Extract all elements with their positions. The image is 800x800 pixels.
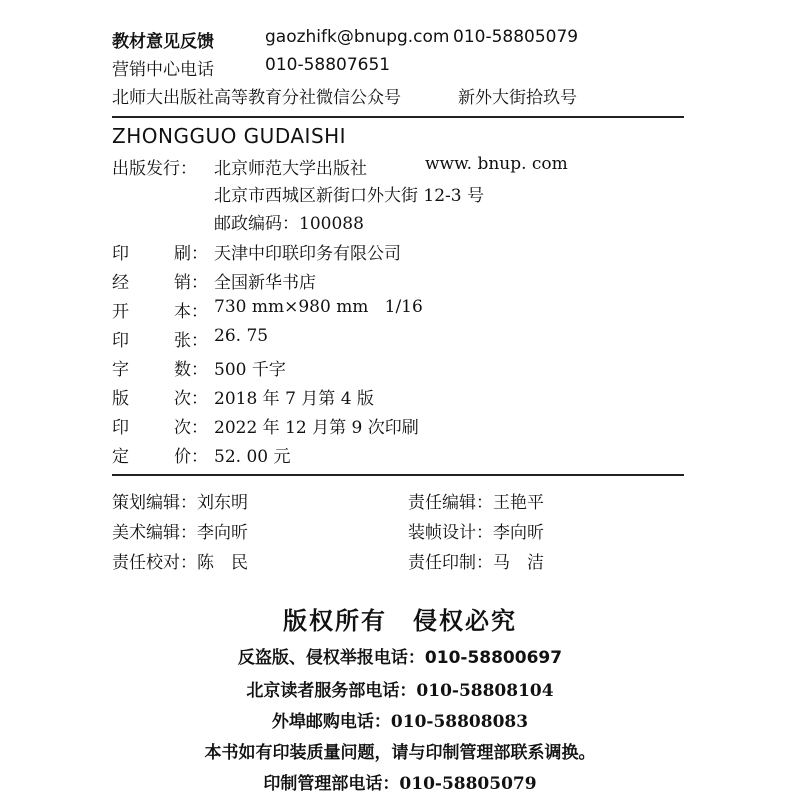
spec-value-wordcount: 500 千字 <box>214 360 286 380</box>
spec-value-sheets: 26. 75 <box>214 326 269 346</box>
staff-art-editor: 美术编辑：李向昕 <box>112 523 248 543</box>
feedback-email: gaozhifk@bnupg.com <box>265 27 450 47</box>
staff-responsible-editor: 责任编辑：王艳平 <box>408 493 544 513</box>
spec-value-printer: 天津中印联印务有限公司 <box>214 244 401 264</box>
publisher-name: 北京师范大学出版社 <box>214 159 367 179</box>
copyright-title: 版权所有 侵权必究 <box>283 607 517 635</box>
publisher-label: 出版发行： <box>112 159 197 179</box>
anti-piracy-phone: 反盗版、侵权举报电话：010-58800697 <box>237 648 563 668</box>
marketing-phone: 010-58807651 <box>265 55 391 75</box>
pinyin-title: ZHONGGUO GUDAISHI <box>112 124 347 148</box>
marketing-label: 营销中心电话 <box>112 60 214 80</box>
publisher-postcode: 邮政编码：100088 <box>214 214 364 234</box>
feedback-label: 教材意见反馈 <box>112 32 214 52</box>
staff-binding-design: 装帧设计：李向昕 <box>408 523 544 543</box>
wechat-label: 北师大出版社高等教育分社微信公众号 <box>112 88 401 108</box>
spec-value-price: 52. 00 元 <box>214 447 291 467</box>
spec-value-format: 730 mm×980 mm 1/16 <box>214 297 423 317</box>
wechat-name: 新外大街拾玖号 <box>458 88 577 108</box>
divider-middle <box>112 474 684 476</box>
publisher-address: 北京市西城区新街口外大街 12-3 号 <box>214 186 484 206</box>
spec-value-distributor: 全国新华书店 <box>214 273 316 293</box>
spec-value-edition: 2018 年 7 月第 4 版 <box>214 389 374 409</box>
print-dept-phone: 印制管理部电话：010-58805079 <box>263 774 537 794</box>
feedback-phone: 010-58805079 <box>453 27 579 47</box>
divider-top <box>112 116 684 118</box>
quality-notice: 本书如有印装质量问题，请与印制管理部联系调换。 <box>204 743 596 763</box>
spec-value-printing: 2022 年 12 月第 9 次印刷 <box>214 418 419 438</box>
publisher-website: www. bnup. com <box>425 154 568 174</box>
mail-order-phone: 外埠邮购电话：010-58808083 <box>271 712 529 732</box>
staff-planning-editor: 策划编辑：刘东明 <box>112 493 248 513</box>
staff-print-supervisor: 责任印制：马 洁 <box>408 553 544 573</box>
staff-proofreader: 责任校对：陈 民 <box>112 553 248 573</box>
reader-service-phone: 北京读者服务部电话：010-58808104 <box>246 681 554 701</box>
